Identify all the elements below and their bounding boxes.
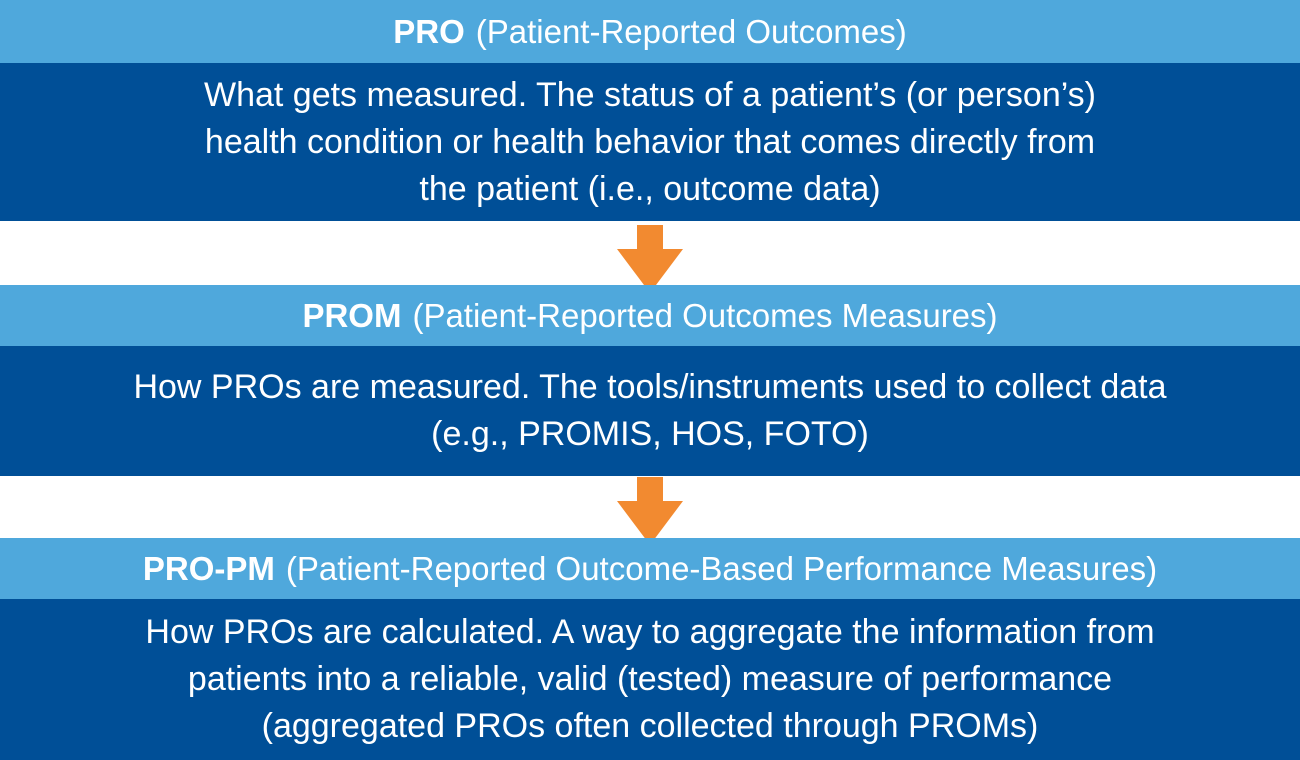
pro-pm-description-line: (aggregated PROs often collected through PROMs) <box>261 707 1039 745</box>
pro-description-line: health condition or health behavior that comes directly from <box>204 122 1096 161</box>
pro-acronym: PRO <box>393 12 465 50</box>
pro-pm-description <box>0 599 1300 760</box>
pro-pm-full-name: (Patient-Reported Outcome-Based Performance Measures) <box>285 549 1158 587</box>
pro-header <box>0 0 1300 63</box>
pro-description-line: the patient (i.e., outcome data) <box>419 169 881 208</box>
pro-pm-description-line: How PROs are calculated. A way to aggregate the information from <box>145 613 1155 651</box>
pro-pm-header <box>0 538 1300 599</box>
pro-pm-description-line: patients into a reliable, valid (tested) measure of performance <box>187 660 1113 698</box>
prom-description-line: How PROs are measured. The tools/instruments used to collect data <box>133 368 1167 406</box>
prom-description-line: (e.g., PROMIS, HOS, FOTO) <box>431 415 869 453</box>
prom-full-name: (Patient-Reported Outcomes Measures) <box>412 296 998 334</box>
prom-description <box>0 346 1300 476</box>
pro-full-name: (Patient-Reported Outcomes) <box>475 12 907 50</box>
arrow-down-icon <box>617 477 683 545</box>
arrow-down-icon <box>617 225 683 293</box>
prom-acronym: PROM <box>302 296 402 334</box>
pro-description-line: What gets measured. The status of a patient’s (or person’s) <box>203 75 1097 114</box>
prom-header <box>0 285 1300 346</box>
pro-pm-acronym: PRO-PM <box>142 549 275 587</box>
pro-description <box>0 63 1300 221</box>
